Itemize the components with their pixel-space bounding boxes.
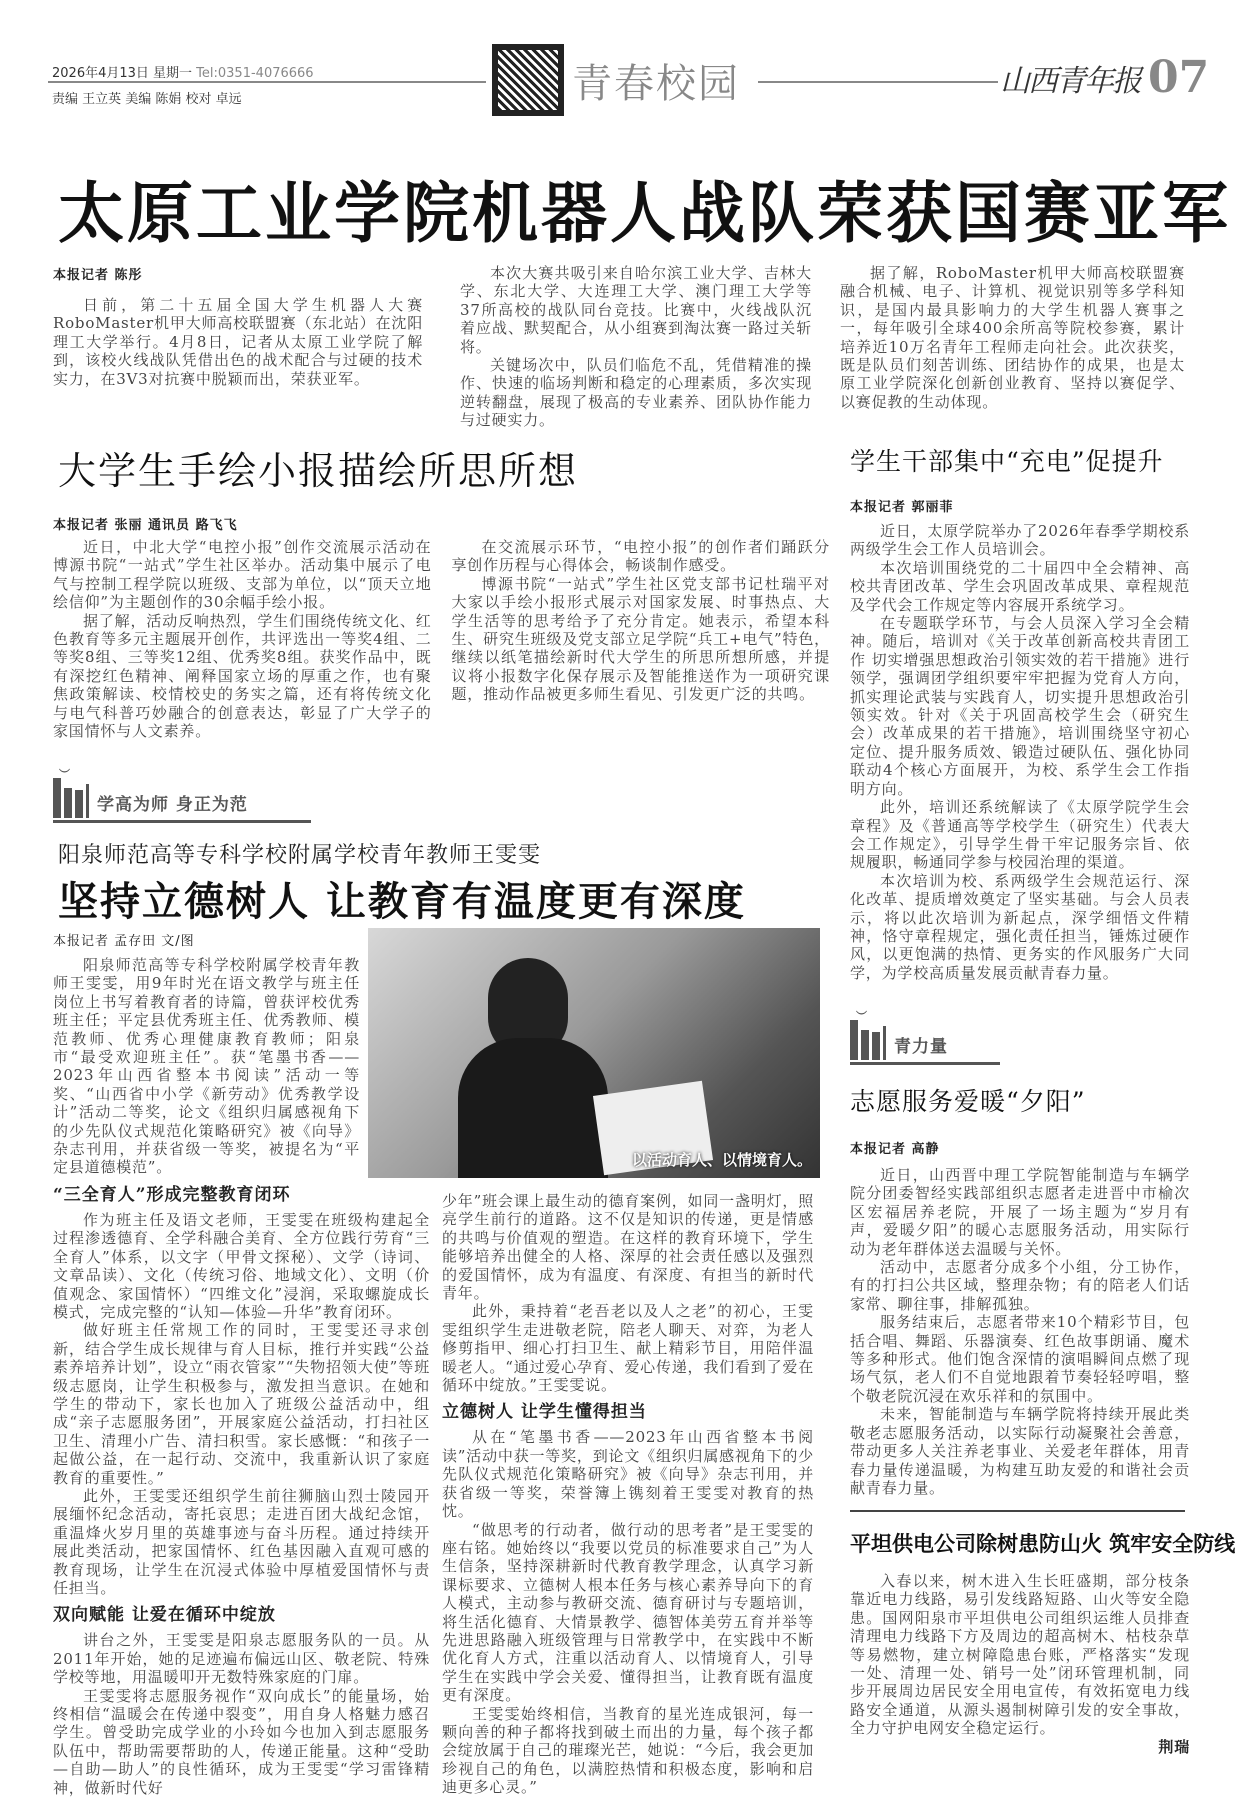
paragraph: 近日，中北大学“电控小报”创作交流展示活动在博源书院“一站式”学生社区举办。活动集中展示了电气与控制工程学院以班级、支部为单位，以“顶天立地绘信仰”为主题创作的30余幅手绘小报。 bbox=[53, 538, 432, 612]
header-rule-right bbox=[758, 81, 998, 83]
byline: 本报记者 陈彤 bbox=[53, 268, 143, 283]
article-column bbox=[850, 522, 1190, 982]
paragraph: 关键场次中，队员们临危不乱，凭借精准的操作、快速的临场判断和稳定的心理素质，多次实现逆转翻盘，展现了极高的专业素养、团队协作能力与过硬实力。 bbox=[460, 356, 812, 430]
paragraph: 此外，秉持着“老吾老以及人之老”的初心，王雯雯组织学生走进敬老院，陪老人聊天、对弈，为老人修剪指甲、细心打扫卫生、献上精彩节目，用陪伴温暖老人。“通过爱心孕育、爱心传递，我们看到了爱在循环中绽放。”王雯雯说。 bbox=[442, 1302, 814, 1395]
article-column bbox=[850, 1572, 1190, 1756]
books-icon: ︶ bbox=[850, 1020, 886, 1060]
teacher-photo bbox=[368, 928, 820, 1178]
subheading: “三全育人”形成完整教育闭环 bbox=[53, 1184, 291, 1205]
subheading: 立德树人 让学生懂得担当 bbox=[442, 1402, 647, 1423]
article-column bbox=[460, 264, 812, 430]
byline: 本报记者 孟存田 文/图 bbox=[53, 934, 195, 949]
telephone-text: Tel:0351-4076666 bbox=[196, 66, 314, 81]
article-column bbox=[850, 1166, 1190, 1497]
headline-student-cadres: 学生干部集中“充电”促提升 bbox=[850, 447, 1164, 476]
byline: 本报记者 高静 bbox=[850, 1142, 940, 1157]
paragraph: 作为班主任及语文老师，王雯雯在班级构建起全过程渗透德育、全学科融合美育、全方位践行劳育“三全育人”体系，以文字（甲骨文探秘）、文学（诗词、文章品读）、文化（传统习俗、地域文化）、文明（价值观念、家国情怀）“四维文化”浸润，采取螺旋成长模式，完成完整的“认知—体验—升华”教育闭环。 bbox=[53, 1210, 430, 1321]
paragraph: 此外，王雯雯还组织学生前往狮脑山烈士陵园开展缅怀纪念活动，寄托哀思；走进百团大战纪念馆，重温烽火岁月里的英雄事迹与奋斗历程。通过持续开展此类活动，把家国情怀、红色基因融入直观可感的教育现场，让学生在沉浸式体验中厚植爱国情怀与责任担当。 bbox=[53, 1486, 430, 1597]
paragraph: 在专题联学环节，与会人员深入学习全会精神。随后，培训对《关于改革创新高校共青团工作 切实增强思想政治引领实效的若干措施》进行领学，强调团学组织要牢牢把握为党育人方向，抓实理论武装与实践育人，切实提升思想政治引领实效。针对《关于巩固高校学生会（研究生会）改革成果的若干措施》，培训围绕坚守初心定位、提升服务质效、锻造过硬队伍、强化协同联动4个核心方面展开，为校、系学生会工作指明方向。 bbox=[850, 614, 1190, 798]
paragraph: “做思考的行动者，做行动的思考者”是王雯雯的座右铭。她始终以“我要以党员的标准要求自己”为人生信条，坚持深耕新时代教育教学理念，认真学习新课标要求、立德树人根本任务与核心素养导向下的育人模式，主动参与教研交流、德育研讨与专题培训，将生活化德育、大情景教学、德智体美劳五育并举等先进思路融入班级管理与日常教学中，在实践中不断优化育人方式，注重以活动育人、以情境育人，引导学生在实践中学会关爱、懂得担当，让教育既有温度更有深度。 bbox=[442, 1520, 814, 1705]
paragraph: 据了解，活动反响热烈，学生们围绕传统文化、红色教育等多元主题展开创作，共评选出一等奖4组、二等奖8组、三等奖12组、优秀奖8组。获奖作品中，既有深挖红色精神、阐释国家立场的厚重之作，也有聚焦政策解读、校情校史的务实之篇，还有将传统文化与电气科普巧妙融合的创意表达，彰显了广大学子的家国情怀与人文素养。 bbox=[53, 611, 432, 741]
paragraph: 王雯雯始终相信，当教育的星光连成银河，每一颗向善的种子都将找到破土而出的力量，每个孩子都会绽放属于自己的璀璨光芒，她说：“今后，我会更加珍视自己的角色，以满腔热情和积极态度，影响和启迪更多心灵。” bbox=[442, 1704, 814, 1797]
newspaper-logo: 山西青年报 bbox=[1000, 64, 1140, 99]
article-column bbox=[53, 296, 423, 388]
article-body bbox=[53, 538, 830, 740]
issue-date bbox=[52, 62, 314, 81]
page-number: 07 bbox=[1148, 52, 1210, 103]
paragraph: 博源书院“一站式”学生社区党支部书记杜瑞平对大家以手绘小报形式展示对国家发展、时事热点、大学生活等的思考给予了充分肯定。她表示，希望本科生、研究生班级及党支部立足学院“兵工+电气”特色，继续以纸笔描绘新时代大学生的所思所想所感，并提议将小报数字化保存展示及智能推送作为一项研究课题，推动作品被更多师生看见、引发更广泛的共鸣。 bbox=[451, 574, 830, 704]
paragraph: 活动中，志愿者分成多个小组，分工协作，有的打扫公共区域，整理杂物；有的陪老人们话家常、聊往事，排解孤独。 bbox=[850, 1258, 1190, 1313]
headline-volunteer: 志愿服务爱暖“夕阳” bbox=[850, 1087, 1086, 1116]
qr-code bbox=[492, 44, 564, 116]
header-rule-left bbox=[48, 81, 486, 83]
paragraph: 做好班主任常规工作的同时，王雯雯还寻求创新，结合学生成长规律与育人目标，推行并实践“公益素养培养计划”，设立“雨衣管家”“失物招领大使”等班级志愿岗，让学生积极参与，激发担当意识。在她和学生的带动下，家长也加入了班级公益活动中，组成“亲子志愿服务团”，开展家庭公益活动，打扫社区卫生、清理小广告、清扫积雪。家长感慨：“和孩子一起做公益，在一起行动、交流中，我重新认识了家庭教育的重要性。” bbox=[53, 1321, 430, 1487]
paragraph: 日前，第二十五届全国大学生机器人大赛RoboMaster机甲大师高校联盟赛（东北站）在沈阳理工大学举行。4月8日，记者从太原工业学院了解到，该校火线战队凭借出色的战术配合与过硬的技术实力，在3V3对抗赛中脱颖而出，荣获亚军。 bbox=[53, 296, 423, 388]
photo-caption: 以活动育人、以情境育人。 bbox=[631, 1151, 812, 1169]
paragraph: 服务结束后，志愿者带来10个精彩节目，包括合唱、舞蹈、乐器演奏、红色故事朗诵、魔术等多种形式。他们饱含深情的演唱瞬间点燃了现场气氛，老人们不自觉地跟着节奏轻轻哼唱，整个敬老院沉浸在欢乐祥和的氛围中。 bbox=[850, 1313, 1190, 1405]
headline-teacher: 坚持立德树人 让教育有温度更有深度 bbox=[58, 878, 746, 925]
paragraph: 从在“笔墨书香——2023年山西省整本书阅读”活动中获一等奖，到论文《组织归属感视角下的少先队仪式规范化策略研究》被《向导》杂志刊用，并获省级一等奖，荣誉簿上镌刻着王雯雯对教育的热忱。 bbox=[442, 1428, 814, 1521]
section-tag bbox=[53, 768, 311, 823]
section-tag-label: 青力量 bbox=[894, 1037, 948, 1057]
paragraph: 入春以来，树木进入生长旺盛期，部分枝条靠近电力线路，易引发线路短路、山火等安全隐患。国网阳泉市平坦供电公司组织运维人员排查清理电力线路下方及周边的超高树木、枯枝杂草等易燃物，建立树障隐患台账，严格落实“发现一处、清理一处、销号一处”闭环管理机制，同步开展周边居民安全用电宣传，有效拓宽电力线路安全通道，从源头遏制树障引发的安全事故，全力守护电网安全稳定运行。 bbox=[850, 1572, 1190, 1738]
headline-hand-drawn-newspaper: 大学生手绘小报描绘所思所想 bbox=[58, 449, 579, 493]
article-column bbox=[442, 1192, 814, 1797]
byline: 本报记者 郭丽菲 bbox=[850, 500, 954, 515]
editors-line: 责编 王立英 美编 陈娟 校对 卓远 bbox=[52, 92, 242, 107]
section-tag bbox=[850, 1010, 1000, 1065]
feature-subtitle: 阳泉师范高等专科学校附属学校青年教师王雯雯 bbox=[58, 843, 542, 868]
subheading: 双向赋能 让爱在循环中绽放 bbox=[53, 1605, 276, 1626]
books-icon: ︶ bbox=[53, 778, 89, 818]
divider bbox=[850, 1510, 1185, 1512]
date-text: 2026年4月13日 星期一 bbox=[52, 66, 193, 81]
paragraph: 阳泉师范高等专科学校附属学校青年教师王雯雯，用9年时光在语文教学与班主任岗位上书写着教育者的诗篇，曾获评校优秀班主任；平定县优秀班主任、优秀教师、模范教师、优秀心理健康教育教师；阳泉市“最受欢迎班主任”。获“笔墨书香——2023年山西省整本书阅读”活动一等奖、“山西省中小学《新劳动》优秀教学设计”活动二等奖，论文《组织归属感视角下的少先队仪式规范化策略研究》被《向导》杂志刊用，并获省级一等奖，被提名为“平定县道德模范”。 bbox=[53, 956, 360, 1177]
headline-robot-team: 太原工业学院机器人战队荣获国赛亚军 bbox=[58, 174, 1231, 252]
byline: 本报记者 张丽 通讯员 路飞飞 bbox=[53, 518, 238, 533]
author: 荆瑞 bbox=[1158, 1737, 1190, 1756]
section-title: 青春校园 bbox=[572, 61, 740, 107]
section-tag-label: 学高为师 身正为范 bbox=[97, 795, 248, 815]
paragraph: 少年”班会课上最生动的德育案例，如同一盏明灯，照亮学生前行的道路。这不仅是知识的传递，更是情感的共鸣与价值观的塑造。在这样的教育环境下，学生能够培养出健全的人格、深厚的社会责任感以及强烈的爱国情怀，成为有温度、有深度、有担当的新时代青年。 bbox=[442, 1192, 814, 1303]
paragraph: 本次培训围绕党的二十届四中全会精神、高校共青团改革、学生会巩固改革成果、章程规范及学代会工作规定等内容展开系统学习。 bbox=[850, 558, 1190, 614]
paragraph: 据了解，RoboMaster机甲大师高校联盟赛融合机械、电子、计算机、视觉识别等多学科知识，是国内最具影响力的大学生机器人赛事之一，每年吸引全球400余所高等院校参赛，累计培养近10万名青年工程师走向社会。此次获奖，既是队员们刻苦训练、团结协作的成果，也是太原工业学院深化创新创业教育、坚持以赛促学、以赛促教的生动体现。 bbox=[840, 264, 1185, 411]
paragraph: 讲台之外，王雯雯是阳泉志愿服务队的一员。从2011年开始，她的足迹遍布偏远山区、敬老院、特殊学校等地，用温暖叩开无数特殊家庭的门扉。 bbox=[53, 1631, 430, 1687]
article-column bbox=[840, 264, 1185, 411]
headline-power-supply: 平坦供电公司除树患防山火 筑牢安全防线 bbox=[850, 1531, 1236, 1556]
paragraph: 未来，智能制造与车辆学院将持续开展此类敬老志愿服务活动，以实际行动凝聚社会善意，带动更多人关注养老事业、关爱老年群体，用青春力量传递温暖，为构建互助友爱的和谐社会贡献青春力量。 bbox=[850, 1405, 1190, 1497]
article-column bbox=[53, 956, 430, 1797]
paragraph: 王雯雯将志愿服务视作“双向成长”的能量场，始终相信“温暖会在传递中裂变”，用自身人格魅力感召学生。曾受助完成学业的小玲如今也加入到志愿服务队伍中，帮助需要帮助的人，传递正能量。这种“受助—自助—助人”的良性循环，成为王雯雯“学习雷锋精神，做新时代好 bbox=[53, 1686, 430, 1797]
paragraph: 近日，太原学院举办了2026年春季学期校系两级学生会工作人员培训会。 bbox=[850, 522, 1190, 559]
paragraph: 在交流展示环节，“电控小报”的创作者们踊跃分享创作历程与心得体会，畅谈制作感受。 bbox=[451, 538, 830, 575]
paragraph: 本次大赛共吸引来自哈尔滨工业大学、吉林大学、东北大学、大连理工大学、澳门理工大学等37所高校的战队同台竞技。比赛中，火线战队沉着应战、默契配合，从小组赛到淘汰赛一路过关斩将。 bbox=[460, 264, 812, 356]
paragraph: 此外，培训还系统解读了《太原学院学生会章程》及《普通高等学校学生（研究生）代表大会工作规定》，引导学生骨干牢记服务宗旨、依规履职，畅通同学参与校园治理的渠道。 bbox=[850, 798, 1190, 872]
paragraph: 本次培训为校、系两级学生会规范运行、深化改革、提质增效奠定了坚实基础。与会人员表示，将以此次培训为新起点，深学细悟文件精神，恪守章程规定，强化责任担当，锤炼过硬作风，以更饱满的热情、更务实的作风服务广大同学，为学校高质量发展贡献青春力量。 bbox=[850, 871, 1190, 982]
paragraph: 近日，山西晋中理工学院智能制造与车辆学院分团委智经实践部组织志愿者走进晋中市榆次区宏福居养老院，开展了一场主题为“岁月有声，爱暖夕阳”的暖心志愿服务活动，用实际行动为老年群体送去温暖与关怀。 bbox=[850, 1166, 1190, 1258]
